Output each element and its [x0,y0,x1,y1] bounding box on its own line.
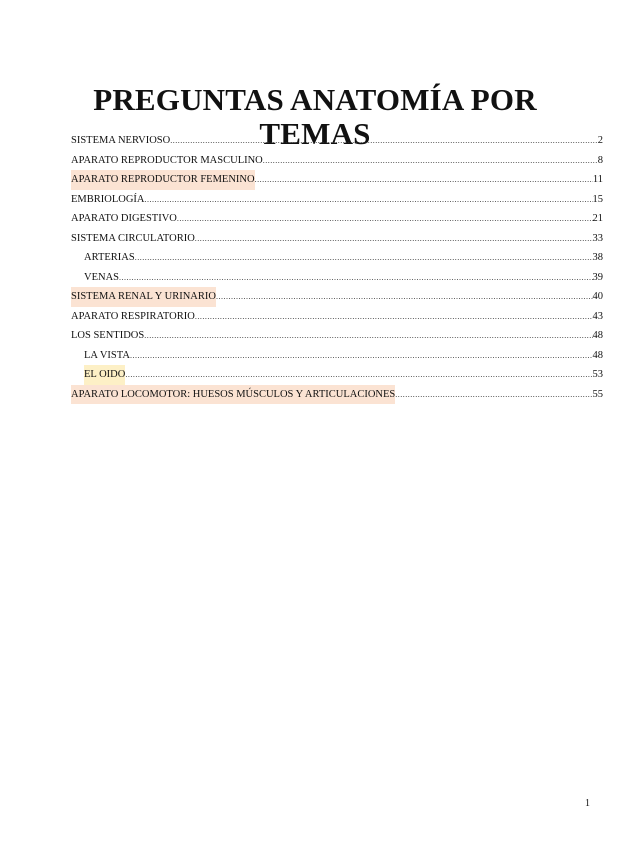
toc-entry-page: 8 [597,154,603,166]
toc-entry-page: 53 [592,369,603,380]
toc-leader-dots [177,209,593,229]
toc-subentry[interactable] [71,365,603,385]
toc-entry-page: 15 [592,193,603,205]
toc-entry-label: APARATO REPRODUCTOR MASCULINO [71,154,263,166]
toc-entry-label: LA VISTA [84,349,130,361]
toc-leader-dots [255,170,593,190]
toc-entry[interactable] [71,170,603,190]
toc-entry-label: SISTEMA NERVIOSO [71,135,171,146]
toc-entry[interactable] [71,131,603,151]
toc-entry-page: 55 [592,388,603,400]
toc-subentry[interactable] [71,268,603,288]
toc-entry-page: 33 [592,232,603,244]
toc-entry-label: SISTEMA CIRCULATORIO [71,232,195,244]
toc-subentry[interactable] [71,248,603,268]
toc-entry-label: ARTERIAS [84,252,135,263]
toc-entry-page: 48 [592,330,603,341]
toc-entry-label: APARATO DIGESTIVO [71,213,177,224]
toc-entry-page: 11 [592,174,603,185]
toc-entry[interactable] [71,229,603,249]
toc-leader-dots [135,248,593,268]
toc-entry-label: LOS SENTIDOS [71,330,145,341]
table-of-contents [71,131,603,404]
toc-entry-label: APARATO LOCOMOTOR: HUESOS MÚSCULOS Y ARTICULACIONES [71,385,395,405]
toc-leader-dots [125,365,592,385]
toc-leader-dots [119,268,592,288]
toc-entry-page: 40 [592,291,603,302]
toc-leader-dots [144,326,592,346]
toc-leader-dots [263,151,598,171]
toc-leader-dots [216,287,593,307]
toc-entry-page: 38 [592,252,603,263]
toc-entry[interactable] [71,287,603,307]
toc-subentry[interactable] [71,346,603,366]
toc-leader-dots [170,131,598,151]
toc-entry-label: EMBRIOLOGÍA [71,193,145,205]
document-title: PREGUNTAS ANATOMÍA POR TEMAS [93,81,537,151]
toc-entry[interactable] [71,385,603,405]
toc-entry[interactable] [71,307,603,327]
toc-entry[interactable] [71,190,603,210]
toc-entry-page: 2 [597,135,603,146]
toc-entry[interactable] [71,326,603,346]
toc-entry-page: 39 [592,271,603,283]
toc-leader-dots [195,229,593,249]
toc-entry-label: VENAS [84,271,120,283]
toc-entry-page: 48 [592,349,603,361]
toc-entry[interactable] [71,209,603,229]
toc-entry-label: EL OIDO [84,365,125,385]
toc-leader-dots [130,346,593,366]
toc-entry-page: 43 [592,310,603,322]
toc-leader-dots [195,307,593,327]
toc-entry[interactable] [71,151,603,171]
toc-leader-dots [395,385,592,405]
toc-entry-label: APARATO RESPIRATORIO [71,310,195,322]
toc-entry-label: APARATO REPRODUCTOR FEMENINO [71,170,255,190]
page-number: 1 [585,798,590,809]
toc-entry-label: SISTEMA RENAL Y URINARIO [71,287,216,307]
toc-entry-page: 21 [592,213,603,224]
toc-leader-dots [145,190,593,210]
